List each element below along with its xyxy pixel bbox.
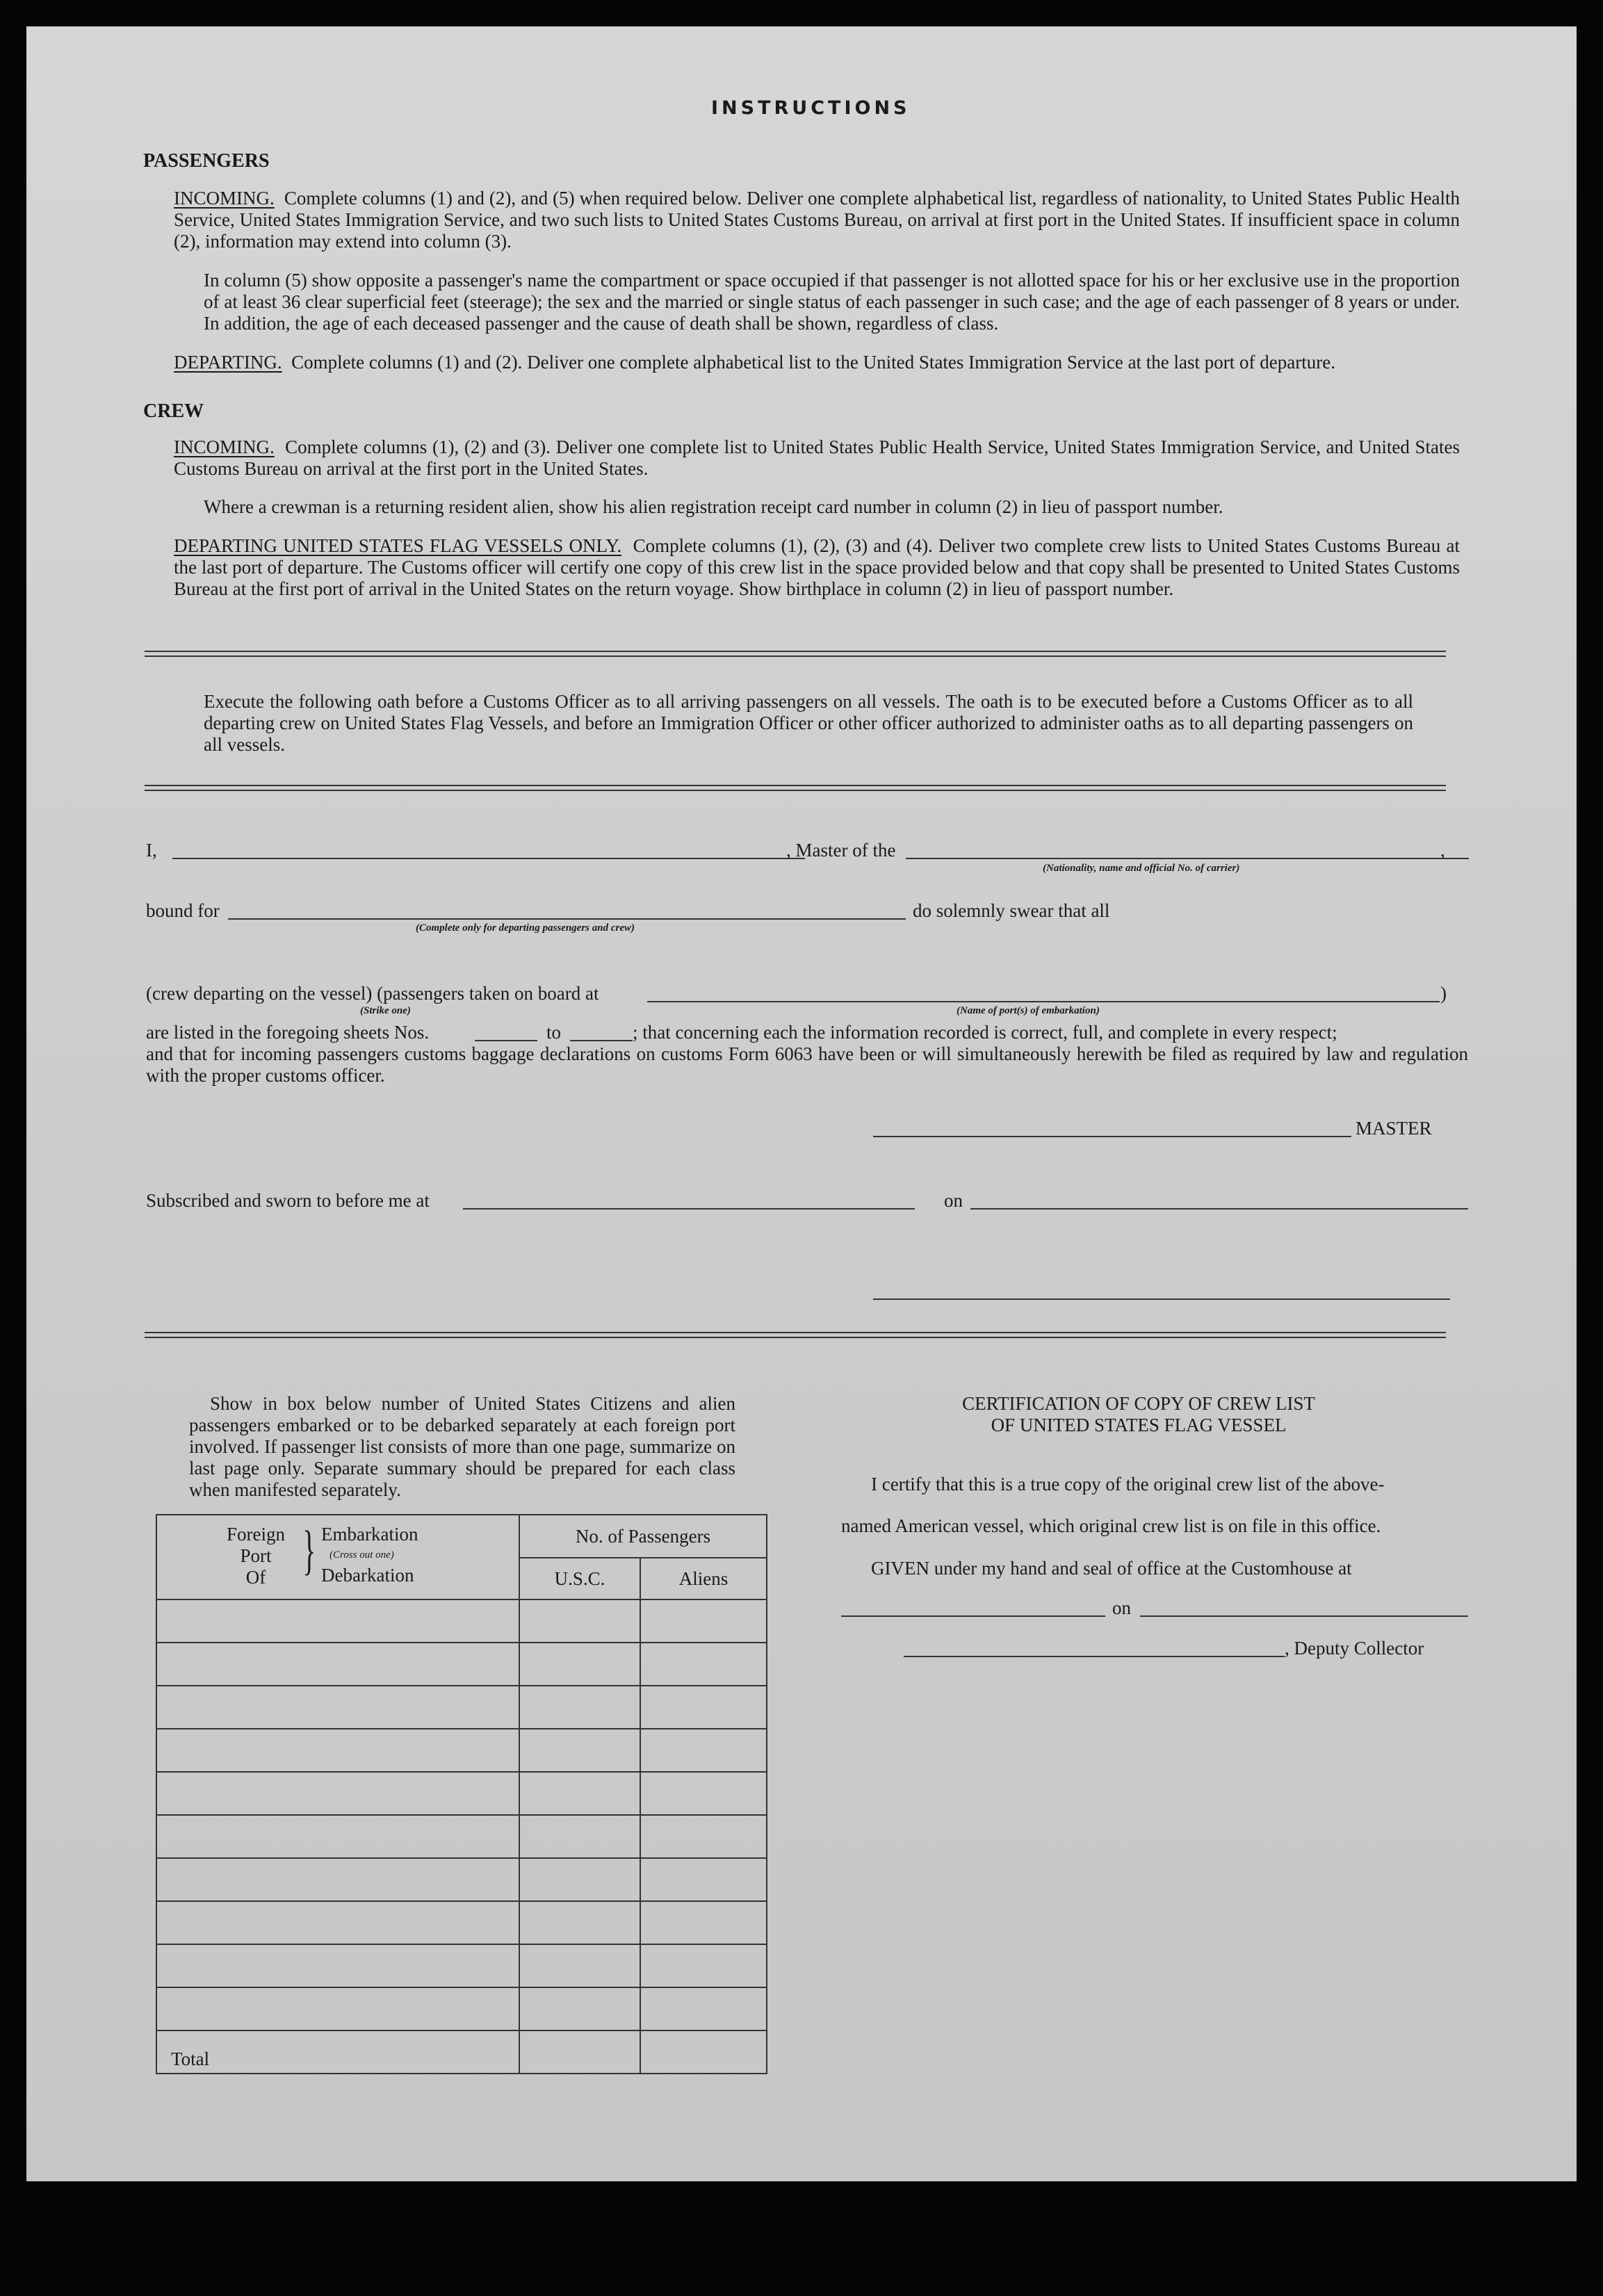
crew-departing-text: (crew departing on the vessel) (passengers taken on board at [146, 983, 599, 1004]
certification-title-line2: OF UNITED STATES FLAG VESSEL [991, 1415, 1287, 1435]
carrier-hint: (Nationality, name and official No. of carrier) [1043, 863, 1240, 874]
total-row [156, 2030, 767, 2074]
listed-prefix: are listed in the foregoing sheets Nos. [146, 1022, 430, 1043]
master-name-field[interactable] [172, 858, 805, 859]
aliens-header: Aliens [640, 1558, 767, 1599]
port-cell[interactable] [156, 1772, 519, 1815]
crew-incoming-paragraph [174, 437, 1460, 480]
port-header-right [321, 1524, 418, 1586]
crew-heading: CREW [143, 400, 204, 422]
crew-incoming-text: Complete columns (1), (2) and (3). Deliver one complete list to United States Public Health Service, United States Immigration Service, and United States Customs Bureau on arrival at the first port in the United States. [174, 437, 1460, 479]
port-header-cell [156, 1515, 519, 1599]
oath-i-label: I, [146, 840, 157, 861]
sworn-place-field[interactable] [463, 1208, 915, 1210]
table-row [156, 1987, 767, 2030]
brace-icon: } [302, 1520, 316, 1580]
bound-for-hint: (Complete only for departing passengers and crew) [416, 922, 635, 934]
passengers-incoming-text: Complete columns (1) and (2), and (5) when required below. Deliver one complete alphabetical list, regardless of nationality, to United States Public Health Service, United States Immigration Service, and two such lists to United States Customs Bureau, on arrival at first port in the United States. If insufficient space in column (2), information may extend into column (3). [174, 188, 1460, 252]
bound-for-field[interactable] [228, 918, 906, 920]
aliens-cell[interactable] [640, 1599, 767, 1643]
crew-departing-paragraph [174, 535, 1460, 600]
usc-cell[interactable] [519, 1729, 640, 1772]
page-title: INSTRUCTIONS [711, 97, 911, 119]
close-paren: ) [1440, 983, 1447, 1004]
subscribed-label: Subscribed and sworn to before me at [146, 1190, 430, 1211]
table-row [156, 1686, 767, 1729]
usc-cell[interactable] [519, 1643, 640, 1686]
listed-suffix: ; that concerning each the information recorded is correct, full, and complete in every respect; [633, 1022, 1337, 1043]
aliens-cell[interactable] [640, 1901, 767, 1944]
table-row [156, 1901, 767, 1944]
port-cell[interactable] [156, 1686, 519, 1729]
form-sheet [26, 26, 1577, 2181]
customhouse-field[interactable] [841, 1615, 1105, 1617]
usc-cell[interactable] [519, 1599, 640, 1643]
strike-one-hint: (Strike one) [360, 1005, 411, 1016]
header-of: Of [245, 1567, 266, 1588]
usc-header: U.S.C. [519, 1558, 640, 1599]
carrier-field[interactable] [906, 858, 1469, 859]
embarkation-port-field[interactable] [647, 1001, 1440, 1002]
header-port: Port [240, 1545, 272, 1566]
passengers-departing-text: Complete columns (1) and (2). Deliver one complete alphabetical list to the United States Immigration Service at the last port of departure. [291, 352, 1335, 373]
total-label: Total [156, 2030, 519, 2074]
divider [145, 651, 1446, 657]
usc-cell[interactable] [519, 1686, 640, 1729]
certify-line2: named American vessel, which original crew list is on file in this office. [841, 1515, 1381, 1536]
crew-departing-text: Complete columns (1), (2), (3) and (4). Deliver two complete crew lists to United States Customs Bureau at the last port of departure. The Customs officer will certify one copy of this crew list in the space provided below and that copy shall be presented to United States Customs Bureau at the first port of arrival in the United States on the return voyage. Show birthplace in column (2) in lieu of passport number. [174, 535, 1460, 599]
passengers-column5-paragraph: In column (5) show opposite a passenger's name the compartment or space occupied if that passenger is not allotted space for his or her exclusive use in the proportion of at least 36 clear superficial feet (steerage); the sex and the married or single status of each passenger in such case; and the age of each passenger of 8 years or under. In addition, the age of each deceased passenger and the cause of death shall be shown, regardless of class. [204, 270, 1460, 334]
aliens-cell[interactable] [640, 1987, 767, 2030]
aliens-cell[interactable] [640, 1729, 767, 1772]
port-cell[interactable] [156, 1729, 519, 1772]
aliens-cell[interactable] [640, 1815, 767, 1858]
table-row [156, 1729, 767, 1772]
port-cell[interactable] [156, 1901, 519, 1944]
passengers-departing-paragraph [174, 352, 1460, 373]
listed-to: to [546, 1022, 562, 1043]
table-row [156, 1944, 767, 1987]
summary-instruction: Show in box below number of United States Citizens and alien passengers embarked or to be debarked separately at each foreign port involved. If passenger list consists of more than one page, summarize on last page only. Separate summary should be prepared for each class when manifested separately. [189, 1393, 735, 1500]
officer-signature-field[interactable] [873, 1298, 1450, 1300]
crew-resident-paragraph: Where a crewman is a returning resident alien, show his alien registration receipt card number in column (2) in lieu of passport number. [204, 496, 1223, 517]
deputy-collector-label: , Deputy Collector [1285, 1638, 1424, 1659]
usc-cell[interactable] [519, 1901, 640, 1944]
usc-cell[interactable] [519, 1858, 640, 1901]
crew-incoming-label: INCOMING. [174, 437, 275, 457]
table-row [156, 1772, 767, 1815]
header-embarkation: Embarkation [321, 1524, 418, 1545]
port-cell[interactable] [156, 1815, 519, 1858]
certification-title [840, 1393, 1438, 1436]
divider [145, 1332, 1446, 1338]
crew-departing-label: DEPARTING UNITED STATES FLAG VESSELS ONLY. [174, 535, 622, 556]
passenger-summary-table [156, 1514, 767, 2074]
aliens-cell[interactable] [640, 1772, 767, 1815]
deputy-signature-field[interactable] [904, 1656, 1285, 1657]
given-text: GIVEN under my hand and seal of office at the Customhouse at [871, 1558, 1352, 1579]
aliens-cell[interactable] [640, 1643, 767, 1686]
master-label: MASTER [1356, 1118, 1432, 1139]
header-foreign: Foreign [227, 1524, 285, 1545]
table-row [156, 1858, 767, 1901]
listed-rest: and that for incoming passengers customs baggage declarations on customs Form 6063 have been or will simultaneously herewith be filed as required by law and regulation with the proper customs officer. [146, 1043, 1468, 1086]
table-row [156, 1815, 767, 1858]
usc-total-cell[interactable] [519, 2030, 640, 2074]
port-cell[interactable] [156, 1858, 519, 1901]
aliens-cell[interactable] [640, 1858, 767, 1901]
passengers-incoming-label: INCOMING. [174, 188, 275, 209]
header-debarkation: Debarkation [321, 1565, 414, 1586]
port-cell[interactable] [156, 1944, 519, 1987]
divider [145, 785, 1446, 791]
embarkation-port-hint: (Name of port(s) of embarkation) [957, 1005, 1100, 1016]
certification-on-label: on [1112, 1597, 1131, 1618]
certification-title-line1: CERTIFICATION OF COPY OF CREW LIST [962, 1393, 1315, 1414]
port-cell[interactable] [156, 1643, 519, 1686]
certify-line1: I certify that this is a true copy of the original crew list of the above- [871, 1474, 1385, 1495]
passengers-incoming-paragraph [174, 188, 1460, 252]
usc-cell[interactable] [519, 1815, 640, 1858]
sheet-to-field[interactable] [570, 1040, 633, 1041]
sheet-from-field[interactable] [475, 1040, 537, 1041]
sworn-date-field[interactable] [970, 1208, 1468, 1210]
sworn-on-label: on [944, 1190, 963, 1211]
usc-cell[interactable] [519, 1772, 640, 1815]
passengers-heading: PASSENGERS [143, 150, 270, 172]
port-cell[interactable] [156, 1987, 519, 2030]
certification-date-field[interactable] [1140, 1615, 1468, 1617]
port-header-left [227, 1524, 285, 1588]
aliens-cell[interactable] [640, 1944, 767, 1987]
no-passengers-header: No. of Passengers [519, 1515, 767, 1558]
oath-master-of-label: , Master of the [786, 840, 896, 861]
header-cross-out: (Cross out one) [329, 1549, 394, 1561]
bound-for-label: bound for [146, 900, 220, 921]
oath-instruction: Execute the following oath before a Customs Officer as to all arriving passengers on all vessels. The oath is to be executed before a Customs Officer as to all departing crew on United States Flag Vessels, and before an Immigration Officer or other officer authorized to administer oaths as to all departing passengers on all vessels. [204, 691, 1413, 755]
aliens-total-cell[interactable] [640, 2030, 767, 2074]
usc-cell[interactable] [519, 1987, 640, 2030]
passengers-departing-label: DEPARTING. [174, 352, 282, 373]
table-row [156, 1599, 767, 1643]
aliens-cell[interactable] [640, 1686, 767, 1729]
table-row [156, 1643, 767, 1686]
master-signature-field[interactable] [873, 1136, 1351, 1137]
usc-cell[interactable] [519, 1944, 640, 1987]
oath-comma: , [1440, 840, 1445, 861]
port-cell[interactable] [156, 1599, 519, 1643]
swear-text: do solemnly swear that all [913, 900, 1110, 921]
